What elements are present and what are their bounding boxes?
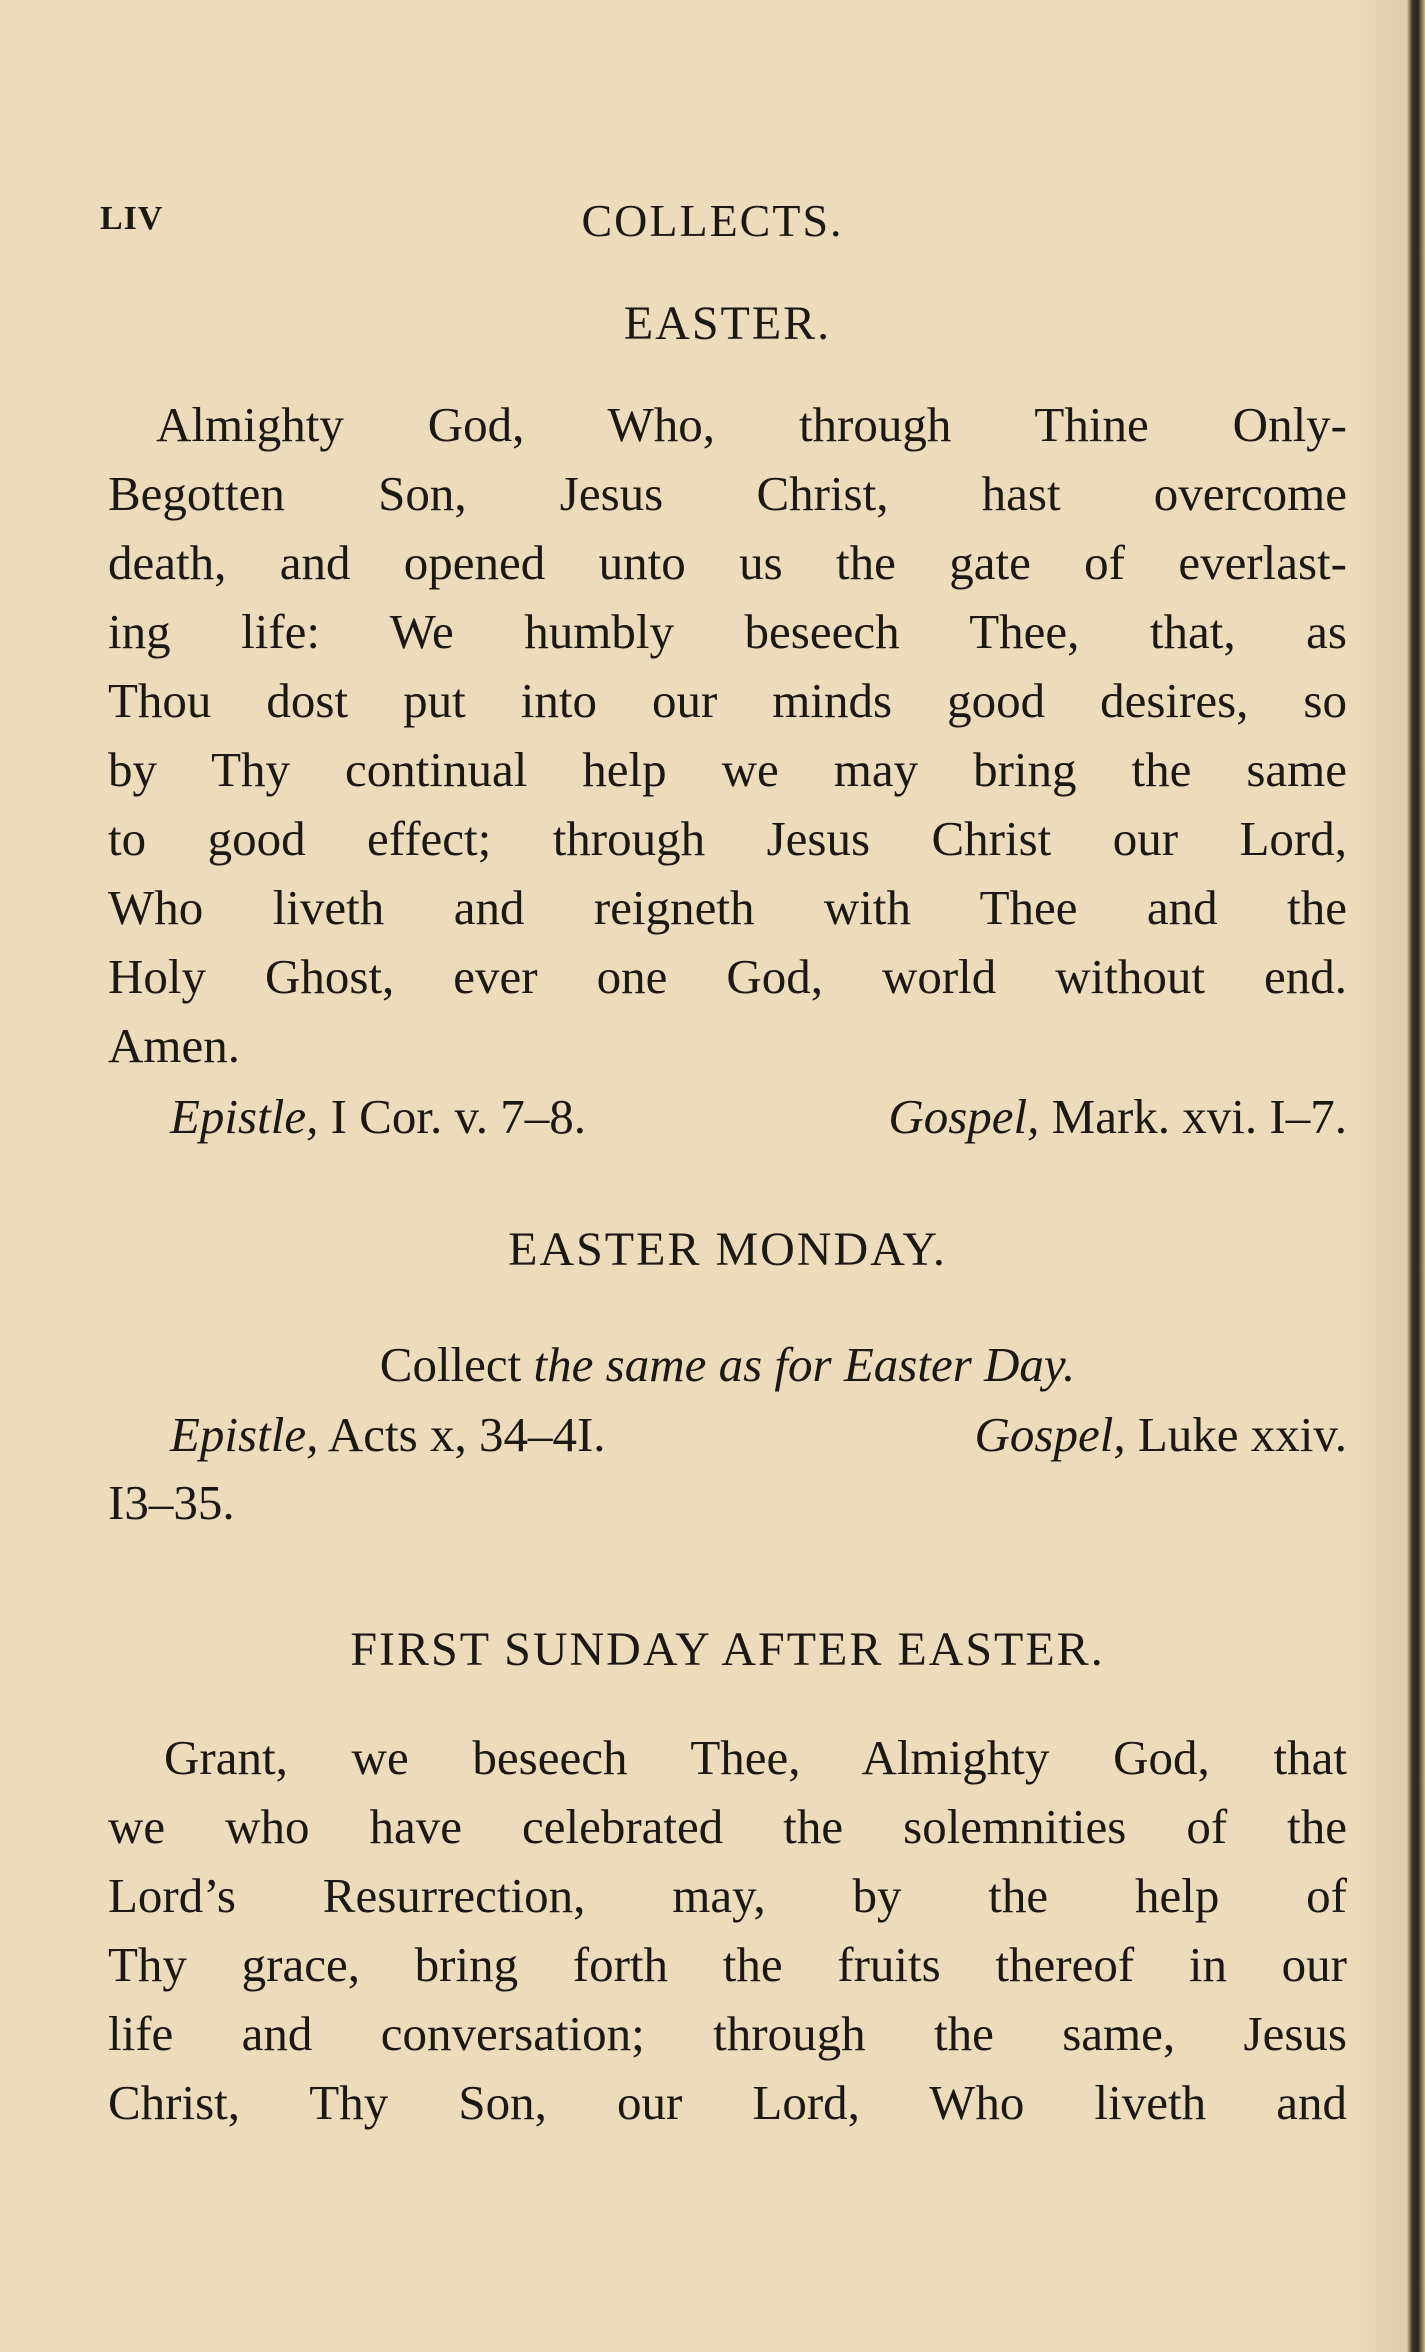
- text-line: by Thy continual help we may bring the same: [108, 742, 1347, 797]
- text-line: Grant, we beseech Thee, Almighty God, that: [164, 1730, 1347, 1785]
- text-line: Almighty God, Who, through Thine Only-: [156, 397, 1347, 452]
- easter-monday-collect-note: [108, 1336, 1347, 1393]
- epistle-label: Epistle,: [170, 1407, 319, 1462]
- text-line: ing life: We humbly beseech Thee, that, as: [108, 604, 1347, 659]
- text-line: to good effect; through Jesus Christ our Lord,: [108, 811, 1347, 866]
- gospel-ref: Mark. xvi. I–7.: [1051, 1089, 1347, 1144]
- text-line: Holy Ghost, ever one God, world without end.: [108, 949, 1347, 1004]
- epistle-ref: I Cor. v. 7–8.: [330, 1089, 587, 1144]
- easter-readings: [170, 1088, 1347, 1145]
- gospel-ref-continuation: I3–35.: [108, 1475, 235, 1530]
- text-line: Who liveth and reigneth with Thee and the: [108, 880, 1347, 935]
- gospel-label: Gospel,: [888, 1089, 1040, 1144]
- text-line: we who have celebrated the solemnities of the: [108, 1799, 1347, 1854]
- page-shadow: [1347, 0, 1407, 2352]
- text-line: life and conversation; through the same, Jesus: [108, 2006, 1347, 2061]
- section-heading-first-sunday: FIRST SUNDAY AFTER EASTER.: [350, 1623, 1105, 1676]
- section-heading-easter-monday: EASTER MONDAY.: [508, 1223, 947, 1276]
- gospel-ref: Luke xxiv.: [1137, 1407, 1347, 1462]
- text-line: Thou dost put into our minds good desires, so: [108, 673, 1347, 728]
- text-line: Thy grace, bring forth the fruits thereof in our: [108, 1937, 1347, 1992]
- text-line: Lord’s Resurrection, may, by the help of: [108, 1868, 1347, 1923]
- easter-monday-readings: [170, 1406, 1347, 1463]
- collect-note: the same as for Easter Day.: [533, 1337, 1076, 1392]
- epistle-label: Epistle,: [170, 1089, 319, 1144]
- collect-prefix: Collect: [379, 1337, 522, 1392]
- page-number: LIV: [100, 200, 164, 237]
- section-heading-easter: EASTER.: [623, 297, 832, 350]
- book-edge: [1407, 0, 1425, 2352]
- running-title: COLLECTS.: [581, 195, 844, 246]
- text-line: Christ, Thy Son, our Lord, Who liveth and: [108, 2075, 1347, 2130]
- text-line: Begotten Son, Jesus Christ, hast overcome: [108, 466, 1347, 521]
- text-line: death, and opened unto us the gate of everlast-: [108, 535, 1347, 590]
- gospel-label: Gospel,: [974, 1407, 1126, 1462]
- text-line: Amen.: [108, 1018, 240, 1073]
- epistle-ref: Acts x, 34–4I.: [327, 1407, 606, 1462]
